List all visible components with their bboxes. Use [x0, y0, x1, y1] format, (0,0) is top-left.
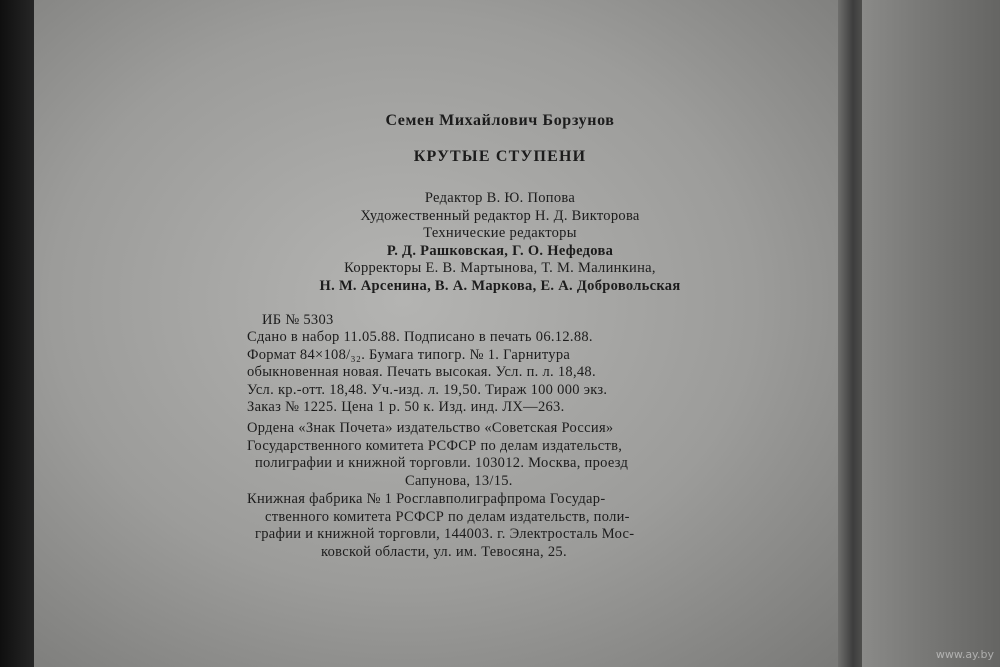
- credit-line: Технические редакторы: [423, 225, 577, 241]
- print-detail-line: Формат 84×108/₃₂. Бумага типогр. № 1. Гарнитура: [247, 346, 571, 363]
- print-detail-line: обыкновенная новая. Печать высокая. Усл. п. л. 18,48.: [247, 364, 596, 380]
- credit-line: Р. Д. Рашковская, Г. О. Нефедова: [386, 242, 614, 259]
- credit-line: Художественный редактор Н. Д. Викторова: [360, 207, 640, 224]
- printer-line: Книжная фабрика № 1 Росглавполиграфпрома Государ-: [247, 491, 606, 507]
- ib-number: ИБ № 5303: [262, 312, 334, 328]
- publisher-line: Государственного комитета РСФСР по делам издательств,: [247, 437, 623, 454]
- author-name: Семен Михайлович Борзунов: [385, 112, 615, 129]
- printer-block: [247, 491, 634, 561]
- printer-line: ственного комитета РСФСР по делам издательств, поли-: [265, 508, 630, 525]
- print-details-block: [247, 329, 607, 417]
- printer-line: графии и книжной торговли, 144003. г. Электросталь Мос-: [255, 526, 635, 542]
- credit-line: Н. М. Арсенина, В. А. Маркова, Е. А. Добровольская: [319, 277, 681, 294]
- publisher-line: полиграфии и книжной торговли. 103012. Москва, проезд: [255, 455, 629, 471]
- facing-page: [862, 0, 1000, 667]
- credit-line: Корректоры Е. В. Мартынова, Т. М. Малинкина,: [344, 260, 656, 276]
- print-detail-line: Усл. кр.-отт. 18,48. Уч.-изд. л. 19,50. Тираж 100 000 экз.: [247, 381, 608, 398]
- publisher-line: Ордена «Знак Почета» издательство «Советская Россия»: [247, 420, 614, 436]
- printer-line: ковской области, ул. им. Тевосяна, 25.: [321, 543, 567, 560]
- credits-block: [250, 190, 750, 295]
- print-detail-line: Заказ № 1225. Цена 1 р. 50 к. Изд. инд. ЛХ—263.: [247, 399, 565, 415]
- publisher-block: [247, 420, 628, 490]
- publisher-line: Сапунова, 13/15.: [405, 472, 513, 489]
- print-detail-line: Сдано в набор 11.05.88. Подписано в печать 06.12.88.: [247, 329, 593, 345]
- credit-line: Редактор В. Ю. Попова: [424, 190, 576, 206]
- watermark: www.ay.by: [935, 648, 994, 661]
- book-title: КРУТЫЕ СТУПЕНИ: [413, 148, 587, 165]
